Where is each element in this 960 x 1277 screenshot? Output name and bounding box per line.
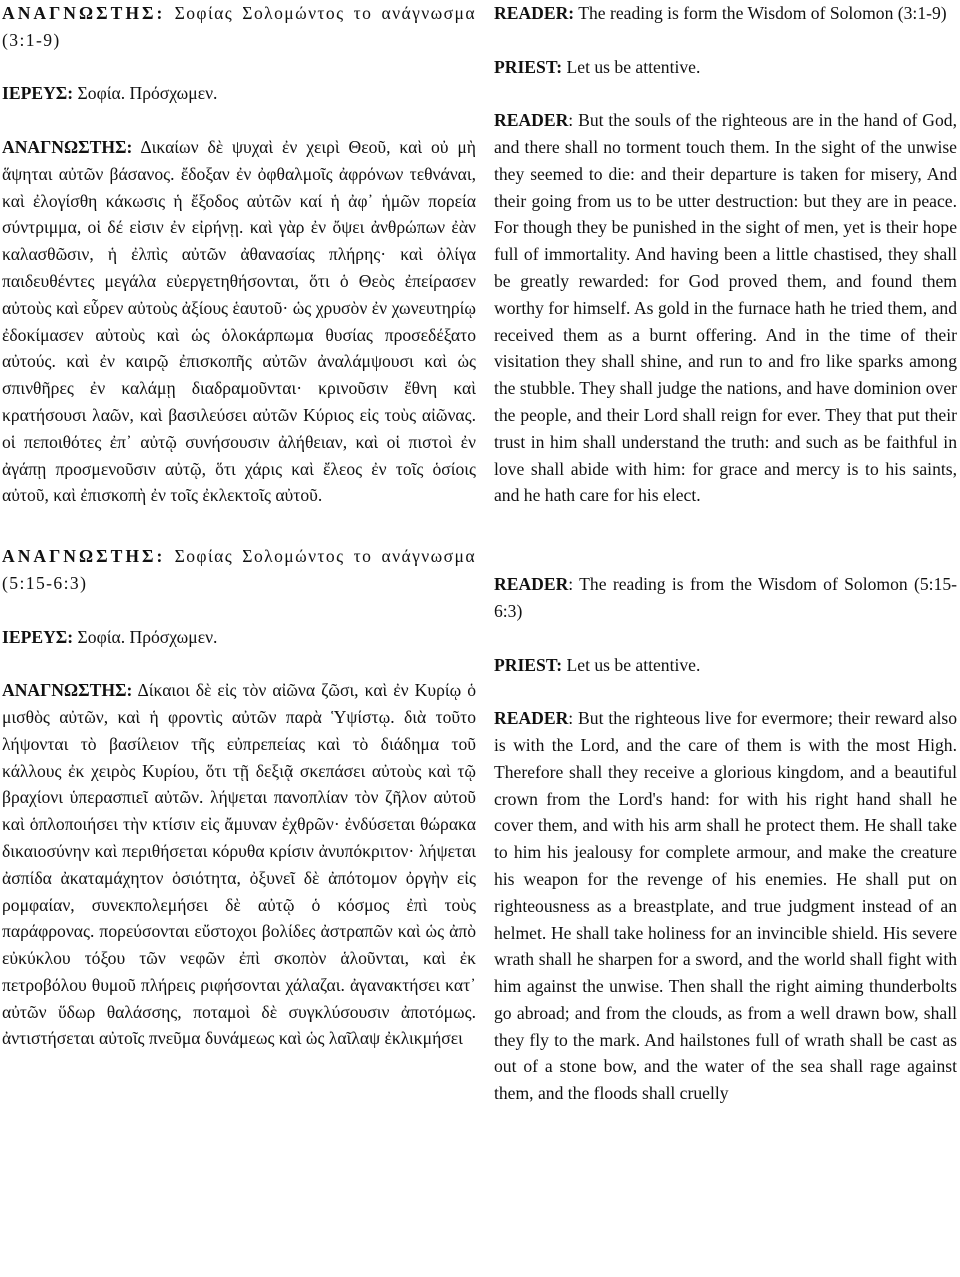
english-speaker-priest: PRIEST: [494, 56, 563, 77]
greek-speaker-priest: ΙΕΡΕΥΣ: [2, 626, 74, 647]
english-column [494, 0, 957, 1107]
english-speaker-priest: PRIEST: [494, 654, 563, 675]
greek-speaker-reader: ΑΝΑΓΝΩΣΤΗΣ: [2, 680, 133, 701]
greek-priest-text: Σοφία. Πρόσχωμεν. [77, 626, 218, 647]
english-priest-line-1 [494, 54, 957, 81]
english-reading-text: : But the souls of the righteous are in the hand of God, and there shall no torment touch them. In the sight of the unwise they seemed to die: and their departure is taken for misery, And their going from us to be utter destruction: but they are in peace. For though they be punished in the sight of men, yet is their hope full of immortality. And having been a little chastised, they shall be greatly rewarded: for God proved them, and found them worthy for himself. As gold in the furnace hath he tried them, and received them as a burnt offering. And in the time of their visitation they shall shine, and run to and fro like sparks among the stubble. They shall judge the nations, and have dominion over the people, and their Lord shall reign for ever. They that put their trust in him shall understand the truth: and such as be faithful in love shall abide with him: for grace and mercy is to his saints, and he hath care for his elect. [494, 110, 957, 506]
greek-priest-line-2 [2, 624, 476, 651]
greek-reading-intro-1 [2, 0, 476, 54]
greek-reading-1 [2, 134, 476, 509]
greek-speaker-priest: ΙΕΡΕΥΣ: [2, 83, 74, 104]
english-reading-intro-2 [494, 571, 957, 625]
english-priest-text: Let us be attentive. [566, 56, 701, 77]
greek-reading-intro-2 [2, 543, 476, 597]
english-priest-line-2 [494, 652, 957, 679]
greek-speaker-reader: ΑΝΑΓΝΩΣΤΗΣ: [2, 3, 166, 23]
english-reading-1 [494, 107, 957, 509]
greek-reading-2 [2, 677, 476, 1052]
english-reading-intro-1 [494, 0, 957, 27]
english-speaker-reader: READER: [494, 3, 575, 23]
english-speaker-reader: READER [494, 708, 569, 729]
greek-intro-text: Σοφίας Σολομώντος το ανάγνωσμα (3:1-9) [2, 3, 476, 50]
greek-priest-text: Σοφία. Πρόσχωμεν. [77, 83, 218, 104]
greek-intro-text: Σοφίας Σολομώντος το ανάγνωσμα (5:15-6:3) [2, 546, 476, 593]
greek-priest-line-1 [2, 80, 476, 107]
english-speaker-reader: READER [494, 110, 569, 131]
english-priest-text: Let us be attentive. [566, 654, 701, 675]
greek-reading-text: Δικαίων δὲ ψυχαὶ ἐν χειρὶ Θεοῦ, καὶ οὐ μὴ ἅψηται αὐτῶν βάσανος. ἔδοξαν ἐν ὀφθαλμοῖς ἀφρόνων τεθνάναι, καὶ ἐλογίσθη κάκωσις ἡ ἔξοδος αὐτῶν καί ἡ ἀφ᾿ ἡμῶν πορεία σύντριμμα, οἱ δέ εἰσιν ἐν εἰρήνῃ. καὶ γὰρ ἐν ὄψει ἀνθρώπων ἐὰν καλασθῶσιν, ἡ ἐλπὶς αὐτῶν ἀθανασίας πλήρης· καὶ ὀλίγα παιδευθέντες μεγάλα εὐεργετηθήσονται, ὅτι ὁ Θεὸς ἐπείρασεν αὐτοὺς καὶ εὗρεν αὐτοὺς ἀξίους ἑαυτοῦ· ὡς χρυσὸν ἐν χωνευτηρίῳ ἐδοκίμασεν αὐτοὺς καὶ ὡς ὁλοκάρπωμα θυσίας προσεδέξατο αὐτούς. καὶ ἐν καιρῷ ἐπισκοπῆς αὐτῶν ἀναλάμψουσι καὶ ὡς σπινθῆρες ἐν καλάμῃ διαδραμοῦνται· κρινοῦσιν ἔθνη καὶ κρατήσουσι λαῶν, καὶ βασιλεύσει αὐτῶν Κύριος εἰς τοὺς αἰῶνας. οἱ πεποιθότες ἐπ᾿ αὐτῷ συνήσουσιν ἀλήθειαν, καὶ οἱ πιστοὶ ἐν ἀγάπῃ προσμενοῦσιν αὐτῷ, ὅτι χάρις καὶ ἔλεος ἐν τοῖς ὁσίοις αὐτοῦ, καὶ ἐπισκοπὴ ἐν τοῖς ἐκλεκτοῖς αὐτοῦ. [2, 136, 476, 506]
english-intro-text: : The reading is from the Wisdom of Solomon (5:15-6:3) [494, 574, 957, 621]
english-speaker-reader: READER [494, 574, 569, 595]
english-reading-2 [494, 705, 957, 1107]
english-reading-text: : But the righteous live for evermore; their reward also is with the Lord, and the care of them is with the most High. Therefore shall they receive a glorious kingdom, and a beautiful crown from the Lord's hand: for with his right hand shall he cover them, and with his arm shall he protect them. He shall take to him his jealousy for complete armour, and make the creature his weapon for the revenge of his enemies. He shall put on righteousness as a breastplate, and true judgment instead of an helmet. He shall take holiness for an invincible shield. His severe wrath shall he sharpen for a sword, and the world shall fight with him against the unwise. Then shall the right aiming thunderbolts go abroad; and from the clouds, as from a well drawn bow, shall they fly to the mark. And hailstones full of wrath shall be cast as out of a stone bow, and the water of the sea shall rage against them, and the floods shall cruelly [494, 708, 957, 1104]
greek-speaker-reader: ΑΝΑΓΝΩΣΤΗΣ: [2, 136, 133, 157]
greek-reading-text: Δίκαιοι δὲ εἰς τὸν αἰῶνα ζῶσι, καὶ ἐν Κυρίῳ ὁ μισθὸς αὐτῶν, καὶ ἡ φροντὶς αὐτῶν παρὰ Ὑψίστῳ. διὰ τοῦτο λήψονται τὸ βασίλειον τῆς εὐπρεπείας καὶ τὸ διάδημα τοῦ κάλλους ἐκ χειρὸς Κυρίου, ὅτι τῇ δεξιᾷ σκεπάσει αὐτοὺς καὶ τῷ βραχίονι ὑπερασπιεῖ αὐτῶν. λήψεται πανοπλίαν τὸν ζῆλον αὐτοῦ καὶ ὁπλοποιήσει τὴν κτίσιν εἰς ἄμυναν ἐχθρῶν· ἐνδύσεται θώρακα δικαιοσύνην καὶ περιθήσεται κόρυθα κρίσιν ἀνυπόκριτον· λήψεται ἀσπίδα ἀκαταμάχητον ὁσιότητα, ὀξυνεῖ δὲ ἀπότομον ὀργὴν εἰς ρομφαίαν, συνεκπολεμήσει δὲ αὐτῷ ὁ κόσμος ἐπὶ τοὺς παράφρονας. πορεύσονται εὔστοχοι βολίδες ἀστραπῶν καὶ ὡς ἀπὸ εὐκύκλου τόξου τῶν νεφῶν ἐπὶ σκοπὸν ἁλοῦνται, καὶ ἐκ πετροβόλου θυμοῦ πλήρεις ριφήσονται χάλαζαι. ἀγανακτήσει κατ᾿ αὐτῶν ὕδωρ θαλάσσης, ποταμοὶ δὲ συγκλύσουσιν ἀποτόμως. ἀντιστήσεται αὐτοῖς πνεῦμα δυνάμεως καὶ ὡς λαῖλαψ ἐκλικμήσει [2, 680, 476, 1049]
greek-column [2, 0, 476, 1052]
greek-speaker-reader: ΑΝΑΓΝΩΣΤΗΣ: [2, 546, 166, 567]
english-intro-text: The reading is form the Wisdom of Solomon (3:1-9) [578, 3, 947, 23]
